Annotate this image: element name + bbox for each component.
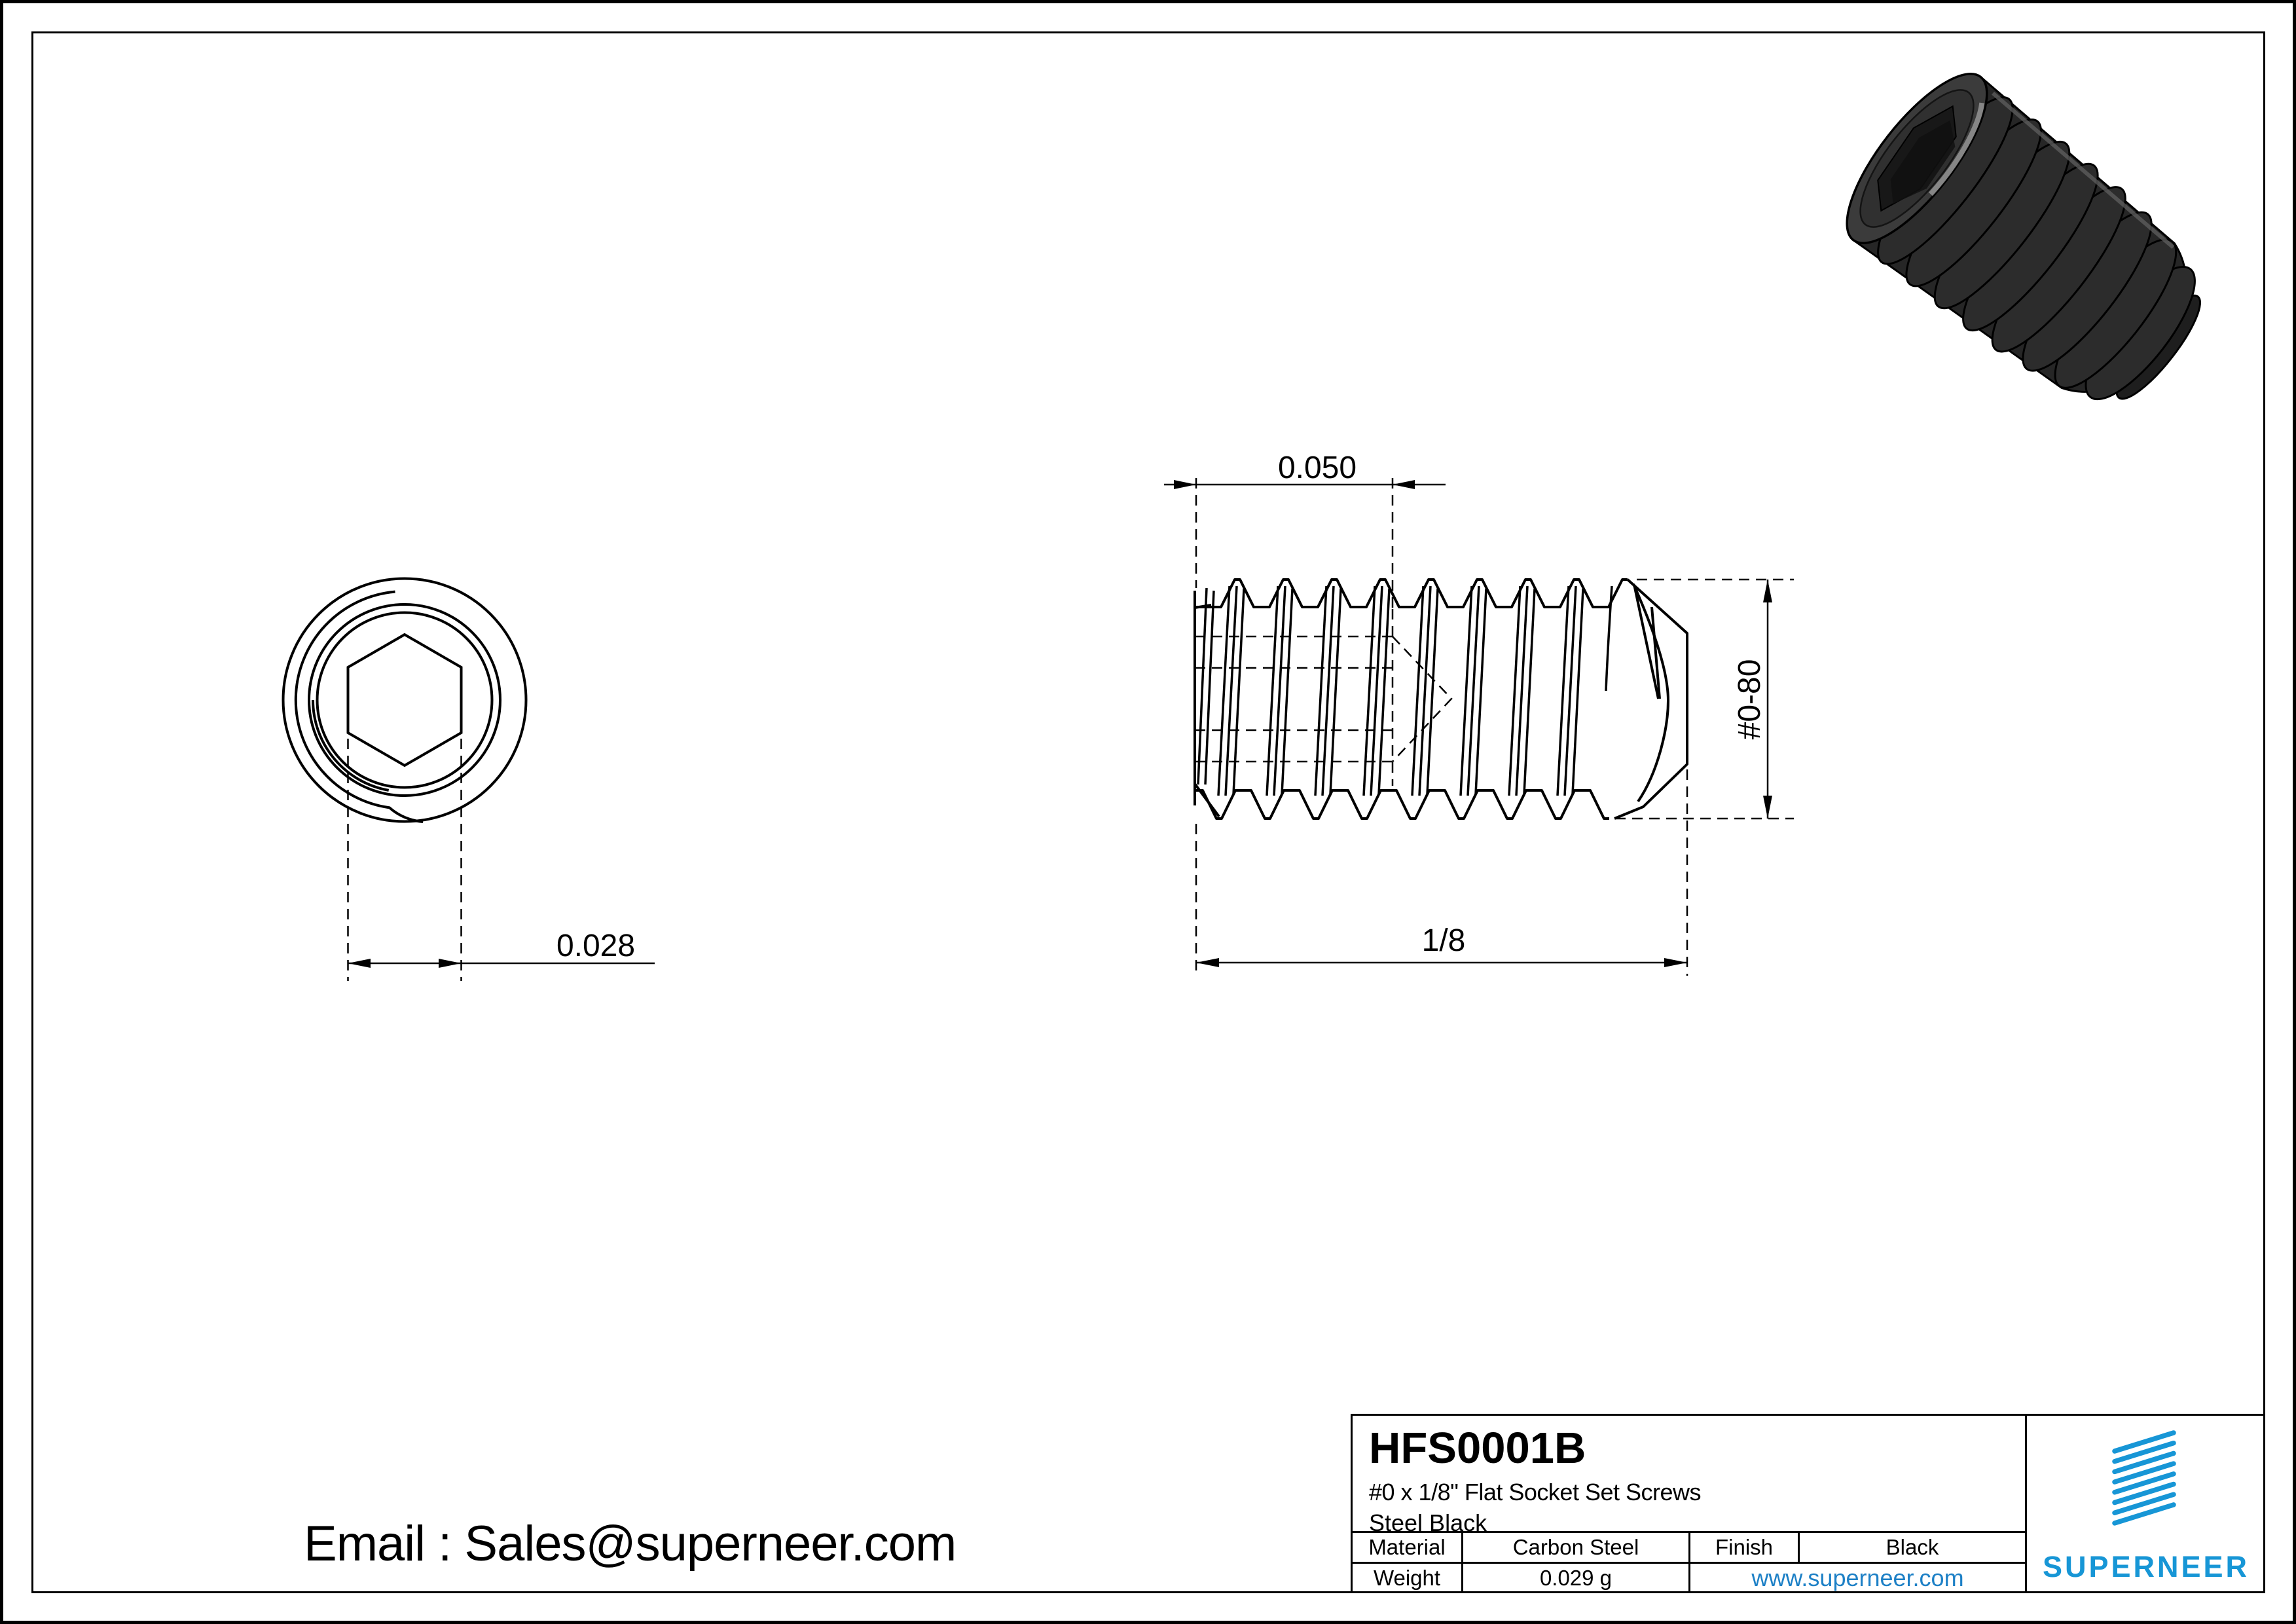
- title-block: [1351, 1414, 2265, 1593]
- contact-email: Email : Sales@superneer.com: [304, 1516, 957, 1572]
- dimension-label-thread-spec: #0-80: [1732, 659, 1767, 740]
- screw-3d-render: [1827, 46, 2259, 452]
- dimension-label-length: 1/8: [1421, 923, 1466, 958]
- finish-value: Black: [1886, 1535, 1939, 1559]
- finish-label-cell: [1688, 1531, 1798, 1562]
- finish-value-cell: [1798, 1531, 2025, 1562]
- weight-value: 0.029 g: [1539, 1566, 1613, 1590]
- brand-wordmark: SUPERNEER: [2042, 1550, 2250, 1583]
- material-label: Material: [1368, 1535, 1446, 1559]
- end-view-drawing: [262, 557, 636, 1002]
- side-view-drawing: [1113, 419, 1833, 1074]
- weight-label: Weight: [1373, 1566, 1441, 1590]
- dimension-0050: [1164, 451, 1446, 608]
- weight-label-cell: [1351, 1562, 1461, 1593]
- website-cell: [1688, 1562, 2025, 1593]
- title-block-description-cell: [1351, 1414, 2025, 1536]
- part-material-finish-summary: Steel Black: [1369, 1509, 1487, 1536]
- weight-value-cell: [1461, 1562, 1688, 1593]
- logo-cell: [2025, 1414, 2265, 1593]
- thread-flanks: [1198, 586, 1612, 796]
- finish-label: Finish: [1715, 1535, 1774, 1559]
- material-value-cell: [1461, 1531, 1688, 1562]
- part-description: #0 x 1/8" Flat Socket Set Screws: [1369, 1479, 1702, 1505]
- screw-3d-body: [1825, 54, 2236, 439]
- dimension-label-hex-width: 0.028: [556, 929, 636, 963]
- dimension-length: [1196, 769, 1687, 976]
- material-label-cell: [1351, 1531, 1461, 1562]
- end-view-outline: [283, 579, 526, 822]
- dimension-label-socket-depth: 0.050: [1277, 451, 1357, 485]
- hex-socket-outline: [348, 635, 462, 766]
- tip-chamfer: [1614, 580, 1687, 819]
- website-link[interactable]: www.superneer.com: [1751, 1564, 1964, 1591]
- material-value: Carbon Steel: [1512, 1535, 1639, 1559]
- part-number: HFS0001B: [1369, 1424, 1586, 1473]
